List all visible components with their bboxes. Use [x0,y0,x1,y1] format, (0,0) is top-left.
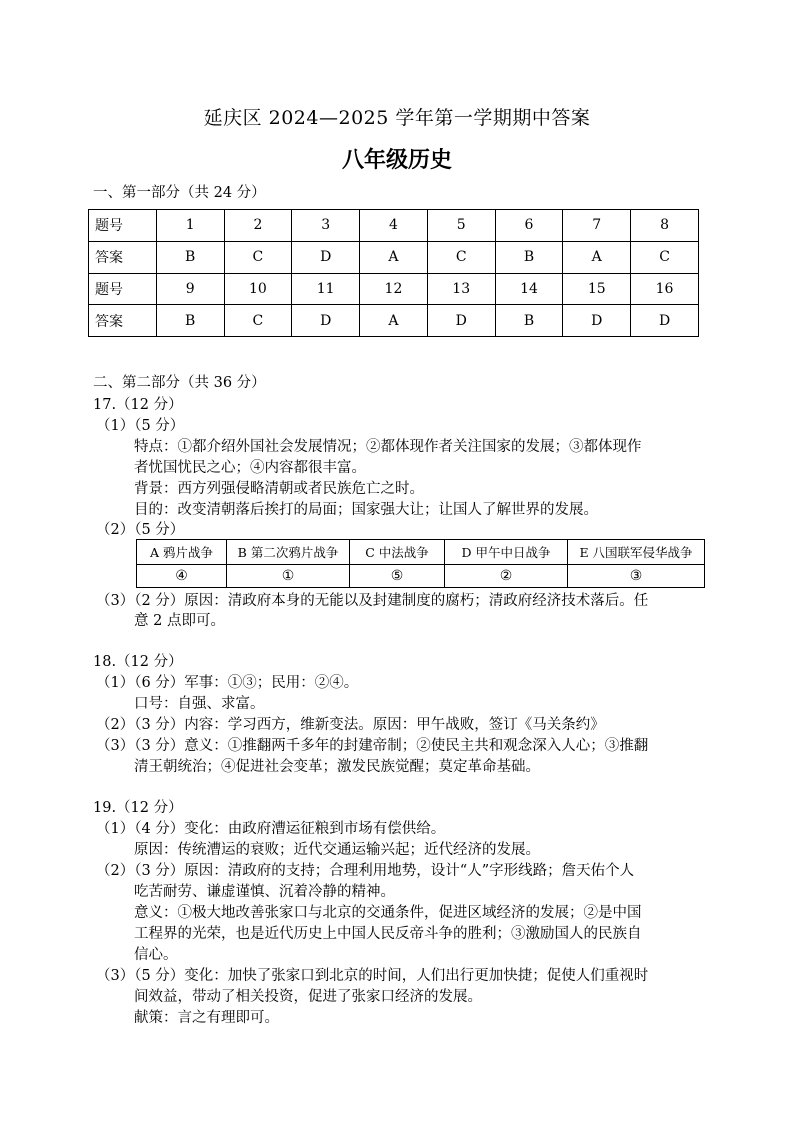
war-answer-cell: ① [227,565,350,588]
answer-table-cell: D [427,305,495,337]
answer-table-cell: A [360,241,428,273]
q17-part3-line: 意 2 点即可。 [134,613,225,629]
q17-part1-line: 目的：改变清朝落后挨打的局面；国家强大让；让国人了解世界的发展。 [134,502,598,518]
answer-table-cell: 16 [631,273,699,305]
answer-table-cell: B [495,305,563,337]
war-name-cell: D 甲午中日战争 [445,540,568,565]
answer-table-cell: B [156,241,224,273]
war-answer-cell: ② [445,565,568,588]
war-name-cell: C 中法战争 [350,540,445,565]
q19-line: 信心。 [134,947,178,963]
answer-table-cell: 2 [224,210,292,242]
q18-line: 口号：自强、求富。 [134,696,265,712]
page-subtitle: 八年级历史 [341,148,452,173]
q19-line: 间效益，带动了相关投资，促进了张家口经济的发展。 [134,989,482,1005]
q17-part1-line: 背景：西方列强侵略清朝或者民族危亡之时。 [134,481,424,497]
q18-label: 18.（12 分） [93,654,183,670]
row-header-cell: 题号 [89,273,157,305]
row-header-cell: 题号 [89,210,157,242]
answer-table-cell: 14 [495,273,563,305]
multiple-choice-answer-table [88,209,699,337]
answer-table-cell: 11 [292,273,360,305]
answer-table-cell: 12 [360,273,428,305]
q18-line: （3）（3 分）意义：①推翻两千多年的封建帝制；②使民主共和观念深入人心；③推翻 [96,738,649,754]
page-title: 延庆区 2024—2025 学年第一学期期中答案 [203,107,591,129]
q19-line: 原因：传统漕运的衰败；近代交通运输兴起；近代经济的发展。 [134,842,540,858]
row-header-cell: 答案 [89,305,157,337]
war-answers-row [137,565,705,588]
answer-table-cell: 1 [156,210,224,242]
war-names-row [137,540,705,565]
war-answer-cell: ④ [137,565,227,588]
q19-line: 工程界的光荣，也是近代历史上中国人民反帝斗争的胜利；③激励国人的民族自 [134,926,642,942]
answer-table-cell: D [631,305,699,337]
answer-table-cell: 13 [427,273,495,305]
row-header-cell: 答案 [89,241,157,273]
q19-line: 意义：①极大地改善张家口与北京的交通条件，促进区域经济的发展；②是中国 [134,905,642,921]
q19-line: （3）（5 分）变化：加快了张家口到北京的时间，人们出行更加快捷；促使人们重视时 [96,968,649,984]
answer-table-cell: C [427,241,495,273]
q17-part2-label: （2）（5 分） [96,522,185,538]
answer-table-cell: C [224,305,292,337]
answer-table-cell: 7 [563,210,631,242]
answer-table-row [89,210,699,242]
q18-line: 清王朝统治；④促进社会变革；激发民族觉醒；莫定革命基础。 [134,759,540,775]
part1-heading: 一、第一部分（共 24 分） [93,185,266,201]
part2-heading: 二、第二部分（共 36 分） [93,375,266,391]
answer-table-cell: 8 [631,210,699,242]
answer-table-cell: B [495,241,563,273]
answer-table-cell: C [224,241,292,273]
war-name-cell: E 八国联军侵华战争 [568,540,705,565]
q18-line: （2）（3 分）内容：学习西方，维新变法。原因：甲午战败，签订《马关条约》 [96,717,605,733]
answer-table-row [89,273,699,305]
q19-label: 19.（12 分） [93,800,183,816]
war-name-cell: B 第二次鸦片战争 [227,540,350,565]
q17-part1-line: 特点：①都介绍外国社会发展情况；②都体现作者关注国家的发展；③都体现作 [134,439,642,455]
answer-table-cell: 3 [292,210,360,242]
answer-table-cell: 5 [427,210,495,242]
answer-table-cell: 6 [495,210,563,242]
q17-part3-line: （3）（2 分）原因：清政府本身的无能以及封建制度的腐朽；清政府经济技术落后。任 [96,593,649,609]
q19-line: 献策：言之有理即可。 [134,1010,279,1026]
q18-line: （1）（6 分）军事：①③；民用：②④。 [96,675,359,691]
answer-table-cell: D [292,241,360,273]
q17-part1-label: （1）（5 分） [96,418,185,434]
q19-line: 吃苦耐劳、谦虚谨慎、沉着冷静的精神。 [134,884,395,900]
answer-table-cell: 15 [563,273,631,305]
q19-line: （1）（4 分）变化：由政府漕运征粮到市场有偿供给。 [96,821,446,837]
war-answer-cell: ⑤ [350,565,445,588]
q17-part1-line: 者忧国忧民之心；④内容都很丰富。 [134,460,366,476]
answer-table-row [89,241,699,273]
answer-table-cell: D [292,305,360,337]
answer-table-cell: A [563,241,631,273]
q17-label: 17.（12 分） [93,397,183,413]
answer-table-cell: A [360,305,428,337]
war-name-cell: A 鸦片战争 [137,540,227,565]
war-answer-cell: ③ [568,565,705,588]
answer-table-row [89,305,699,337]
answer-table-cell: D [563,305,631,337]
answer-table-cell: 10 [224,273,292,305]
war-matching-table [136,539,705,588]
answer-table-cell: 9 [156,273,224,305]
q19-line: （2）（3 分）原因：清政府的支持；合理利用地势，设计“人”字形线路；詹天佑个人 [96,863,635,879]
answer-table-cell: B [156,305,224,337]
answer-table-cell: C [631,241,699,273]
answer-table-cell: 4 [360,210,428,242]
